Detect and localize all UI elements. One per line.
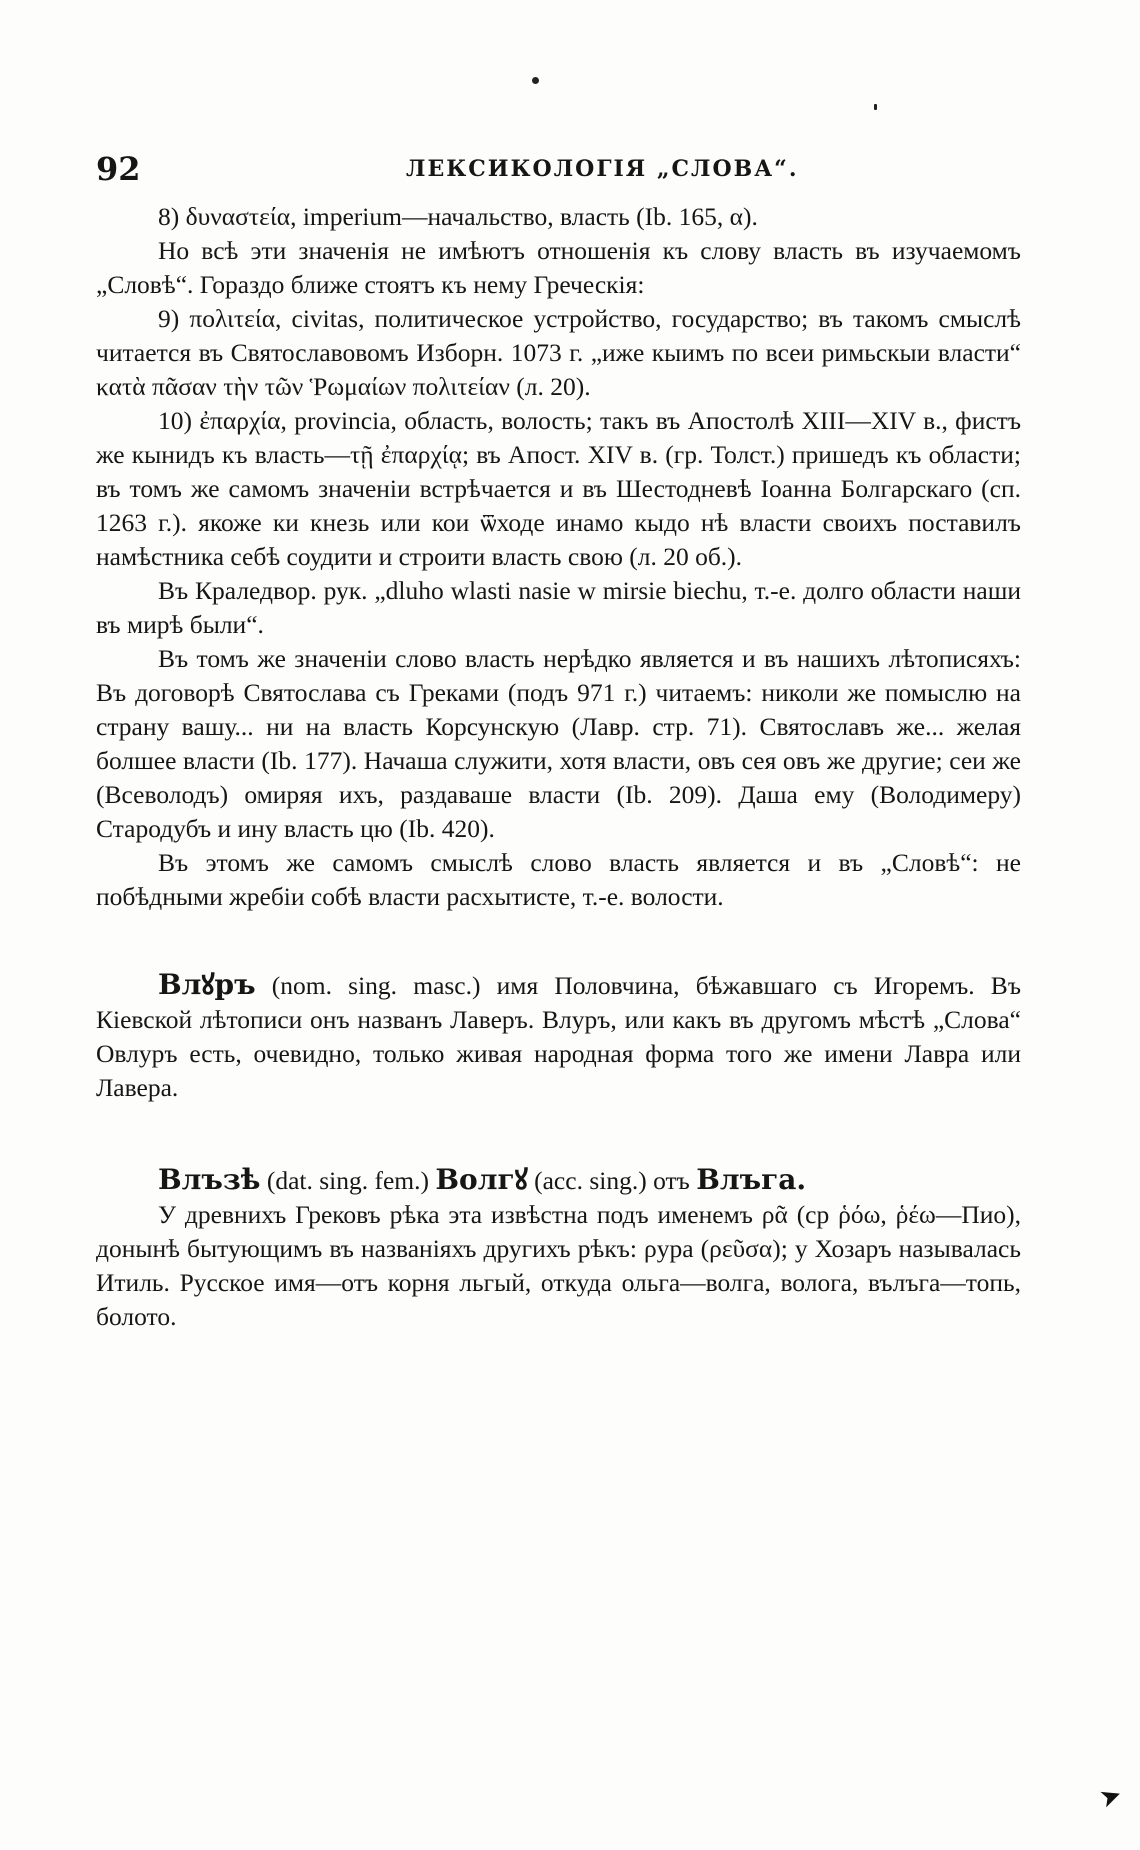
page-number: 92	[96, 150, 141, 188]
paragraph: Въ томъ же значеніи слово власть нерѣдко является и въ нашихъ лѣтописяхъ: Въ договорѣ Святослава съ Греками (подъ 971 г.) читаемъ: николи же помыслю на страну вашу... ни на власть Корсунскую (Лавр. стр. 71). Святославъ же... желая болшее власти (Ib. 177). Начаша служити, хотя власти, овъ сея овъ же другие; сеи же (Всеволодъ) омиряя ихъ, раздаваше власти (Ib. 209). Даша ему (Володимеру) Стародубъ и ину власть цю (Ib. 420).	[96, 644, 1021, 843]
entry-headword: Влꙋръ	[158, 968, 256, 1001]
paragraph: Въ этомъ же самомъ смыслѣ слово власть является и въ „Словѣ“: не побѣдными жребіи собѣ власти расхытисте, т.-е. волости.	[96, 848, 1021, 911]
running-head: ЛЕКСИКОЛОГІЯ „СЛОВА“.	[406, 156, 799, 182]
paragraph: 10) ἐπαρχία, provincia, область, волость; такъ въ Апостолѣ XIII—XIV в., фистъ же кынидъ къ власть—τῇ ἐπαρχίᾳ; въ Апост. XIV в. (гр. Толст.) пришедъ къ области; въ томъ же самомъ значеніи встрѣчается и въ Шестодневѣ Іоанна Болгарскаго (сп. 1263 г.). якоже ки кнезь или кои ѿходе инамо кыдо нѣ власти своихъ поставилъ намѣстника себѣ соудити и строити власть свою (л. 20 об.).	[96, 406, 1021, 571]
entry-headword: Влъга.	[696, 1163, 807, 1196]
entry-grammar: (acc. sing.) отъ	[534, 1166, 690, 1195]
paragraph: Въ Краледвор. рук. „dluho wlasti nasie w mirsie biechu, т.-е. долго области наши въ мирѣ были“.	[96, 576, 1021, 639]
entry-text: У древнихъ Грековъ рѣка эта извѣстна подъ именемъ ρᾶ (ср ῥόω, ῥέω—Пио), донынѣ бытующимъ въ названіяхъ другихъ рѣкъ: ρура (ρεῦσα); у Хозаръ называлась Итиль. Русское имя—отъ корня льгый, откуда ольга—волга, волога, вълъга—топь, болото.	[96, 1200, 1021, 1331]
paragraph: Но всѣ эти значенія не имѣютъ отношенія къ слову власть въ изучаемомъ „Словѣ“. Гораздо ближе стоятъ къ нему Греческія:	[96, 236, 1021, 299]
page-header	[96, 150, 1016, 190]
ink-speck	[874, 104, 877, 110]
dictionary-entry	[96, 968, 1021, 1105]
entry-headword: Влъзѣ	[158, 1163, 261, 1196]
entry-text: (nom. sing. masc.) имя Половчина, бѣжавшаго съ Игоремъ. Въ Кіевской лѣтописи онъ названъ Лаверъ. Влуръ, или какъ въ другомъ мѣстѣ „Слова“ Овлуръ есть, очевидно, только живая народная форма того же имени Лавра или Лавера.	[96, 971, 1022, 1102]
body-text	[96, 200, 1021, 1334]
paragraph: 8) δυναστεία, imperium—начальство, власть (Ib. 165, α).	[158, 202, 758, 231]
arrow-mark-icon: ➤	[1095, 1779, 1126, 1814]
dictionary-entry	[96, 1163, 1021, 1198]
paragraph: 9) πολιτεία, civitas, политическое устройство, государство; въ такомъ смыслѣ читается въ Святославовомъ Изборн. 1073 г. „иже кыимъ по всеи римьскыи власти“ κατὰ πᾶσαν τὴν τῶν Ῥωμαίων πολιτείαν (л. 20).	[96, 304, 1021, 401]
entry-grammar: (dat. sing. fem.)	[266, 1166, 429, 1195]
ink-speck	[532, 77, 539, 84]
entry-headword: Волгꙋ	[435, 1163, 528, 1196]
